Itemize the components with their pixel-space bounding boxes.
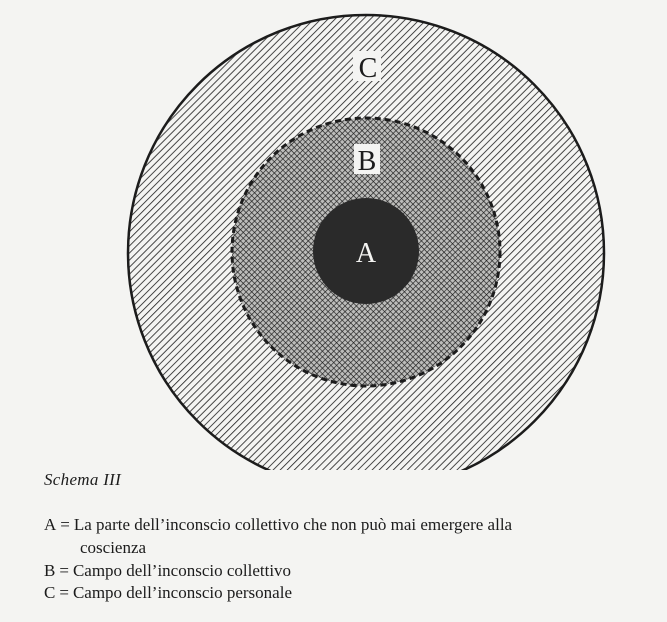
label-c: C bbox=[358, 53, 378, 84]
legend-item-c bbox=[44, 582, 292, 603]
legend-text-a: La parte dell’inconscio collettivo che non può mai emergere alla bbox=[73, 515, 513, 534]
label-a: A bbox=[355, 238, 377, 269]
legend-text-c: Campo dell’inconscio personale bbox=[72, 583, 292, 602]
legend-key-c: C bbox=[44, 583, 56, 602]
legend-separator: = bbox=[59, 561, 69, 580]
legend-key-a: A bbox=[44, 515, 57, 534]
label-b: B bbox=[357, 146, 377, 177]
legend-item-a bbox=[44, 514, 512, 535]
legend-separator: = bbox=[59, 583, 69, 602]
legend-text-a-continuation: coscienza bbox=[80, 538, 147, 557]
legend-key-b: B bbox=[44, 561, 56, 580]
figure-caption: Schema III bbox=[44, 470, 122, 489]
legend-item-b bbox=[44, 560, 291, 581]
legend-text-b: Campo dell’inconscio collettivo bbox=[72, 561, 292, 580]
legend-separator: = bbox=[60, 515, 70, 534]
